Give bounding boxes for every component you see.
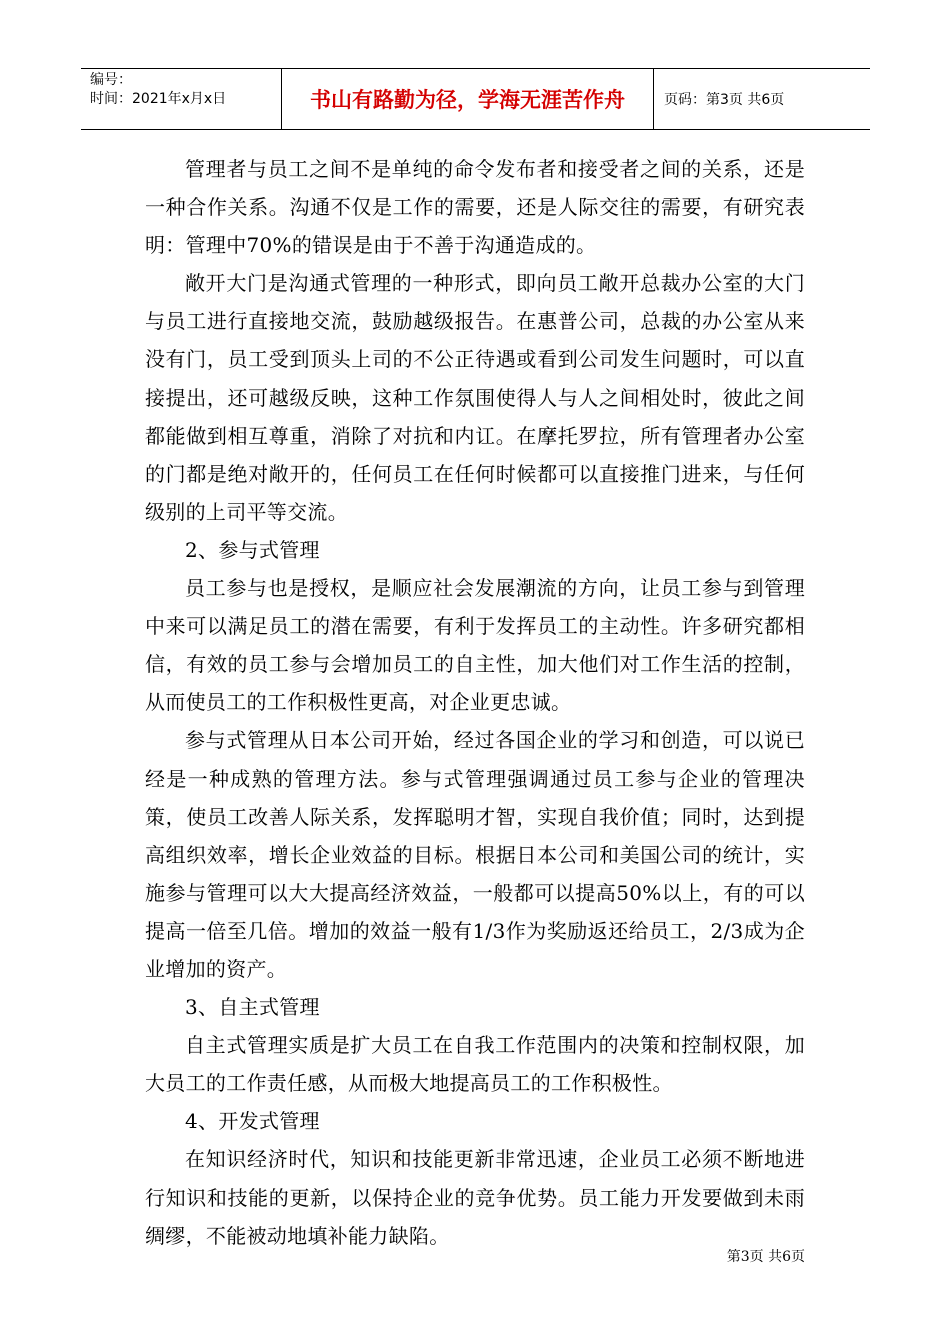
document-body (145, 150, 805, 1255)
document-number-label: 编号： (90, 72, 132, 88)
section-heading: 2、参与式管理 (185, 537, 320, 562)
section-heading: 4、开发式管理 (185, 1109, 320, 1134)
header-meta (81, 69, 282, 129)
paragraph: 在知识经济时代，知识和技能更新非常迅速，企业员工必须不断地进行知识和技能的更新，以保持企业的竞争优势。员工能力开发要做到未雨绸缪，不能被动地填补能力缺陷。 (145, 1147, 805, 1248)
document-date-label: 时间：2021年x月x日 (90, 91, 227, 107)
paragraph: 自主式管理实质是扩大员工在自我工作范围内的决策和控制权限，加大员工的工作责任感，从而极大地提高员工的工作积极性。 (145, 1033, 805, 1096)
paragraph: 敞开大门是沟通式管理的一种形式，即向员工敞开总裁办公室的大门与员工进行直接地交流，鼓励越级报告。在惠普公司，总裁的办公室从来没有门，员工受到顶头上司的不公正待遇或看到公司发生问题时，可以直接提出，还可越级反映，这种工作氛围使得人与人之间相处时，彼此之间都能做到相互尊重，消除了对抗和内讧。在摩托罗拉，所有管理者办公室的门都是绝对敞开的，任何员工在任何时候都可以直接推门进来，与任何级别的上司平等交流。 (145, 271, 805, 524)
page-header (81, 68, 870, 130)
page-footer: 第3页 共6页 (726, 1249, 805, 1265)
section-heading: 3、自主式管理 (185, 995, 320, 1020)
paragraph: 参与式管理从日本公司开始，经过各国企业的学习和创造，可以说已经是一种成熟的管理方法。参与式管理强调通过员工参与企业的管理决策，使员工改善人际关系，发挥聪明才智，实现自我价值；同时，达到提高组织效率，增长企业效益的目标。根据日本公司和美国公司的统计，实施参与管理可以大大提高经济效益，一般都可以提高50%以上，有的可以提高一倍至几倍。增加的效益一般有1/3作为奖励返还给员工，2/3成为企业增加的资产。 (145, 728, 805, 981)
header-motto: 书山有路勤为径，学海无涯苦作舟 (282, 69, 654, 129)
paragraph: 员工参与也是授权，是顺应社会发展潮流的方向，让员工参与到管理中来可以满足员工的潜在需要，有利于发挥员工的主动性。许多研究都相信，有效的员工参与会增加员工的自主性，加大他们对工作生活的控制，从而使员工的工作积极性更高，对企业更忠诚。 (145, 576, 805, 715)
paragraph: 管理者与员工之间不是单纯的命令发布者和接受者之间的关系，还是一种合作关系。沟通不仅是工作的需要，还是人际交往的需要，有研究表明：管理中70%的错误是由于不善于沟通造成的。 (145, 157, 805, 258)
header-page-number: 页码：第3页 共6页 (664, 92, 785, 108)
